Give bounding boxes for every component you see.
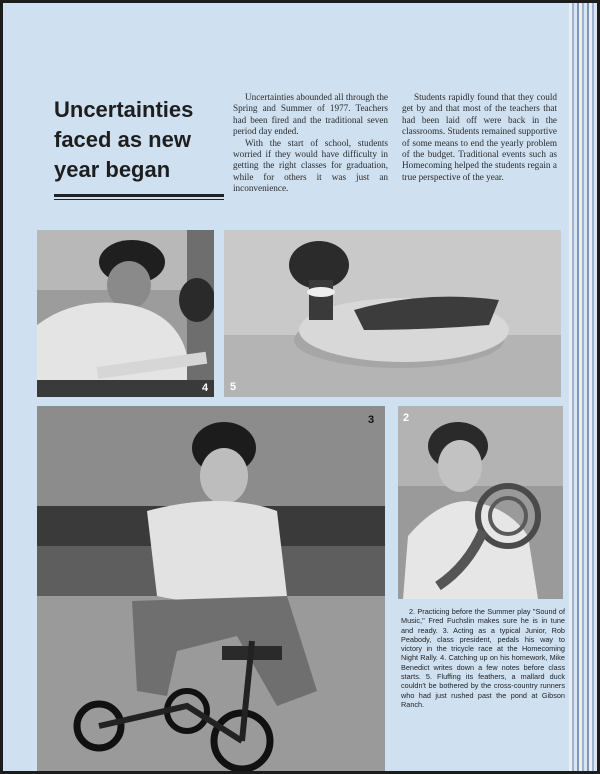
- photo-french-horn: [398, 406, 563, 599]
- body-column-1: [233, 92, 388, 195]
- photo-student-homework: [37, 230, 214, 397]
- page-edge-stripes: [569, 3, 597, 771]
- headline-rule-thick: [54, 194, 224, 197]
- photo-number-2: 2: [403, 412, 410, 424]
- photo-captions: 2. Practicing before the Summer play "Sound of Music," Fred Fuchslin makes sure he is in tune and ready. 3. Acting as a typical Junior, Rob Peabody, class president, pedals his way to victory in the tricycle race at the Homecoming Night Rally. 4. Catching up on his homework, Mike Benedict writes down a few notes before class starts. 5. Fluffing its feathers, a mallard duck couldn't be bothered by the cross-country runners who had just rushed past the pond at Gibson Ranch.: [401, 607, 565, 709]
- headline-rule-thin: [54, 199, 224, 200]
- photo-number-4: 4: [202, 382, 209, 394]
- column1-paragraph-2: With the start of school, students worried if they would have difficulty in getting the right classes for graduation, while for others it was just an inconvenience.: [233, 137, 388, 194]
- yearbook-page: [3, 3, 597, 771]
- body-column-2: [402, 92, 557, 183]
- photo-tricycle-race: [37, 406, 385, 771]
- photo-mallard-duck: [224, 230, 561, 397]
- photo-number-5: 5: [230, 381, 237, 393]
- photo-number-3: 3: [368, 414, 375, 426]
- headline: Uncertainties faced as new year began: [54, 97, 194, 182]
- column1-paragraph-1: Uncertainties abounded all through the Spring and Summer of 1977. Teachers had been fired and the traditional seven period day ended.: [233, 92, 388, 137]
- column2-paragraph-1: Students rapidly found that they could get by and that most of the teachers that had been laid off were back in the classrooms. Students remained supportive of some means to end the yearly problem of the budget. Traditional events such as Homecoming helped the students regain a true perspective of the year.: [402, 92, 557, 182]
